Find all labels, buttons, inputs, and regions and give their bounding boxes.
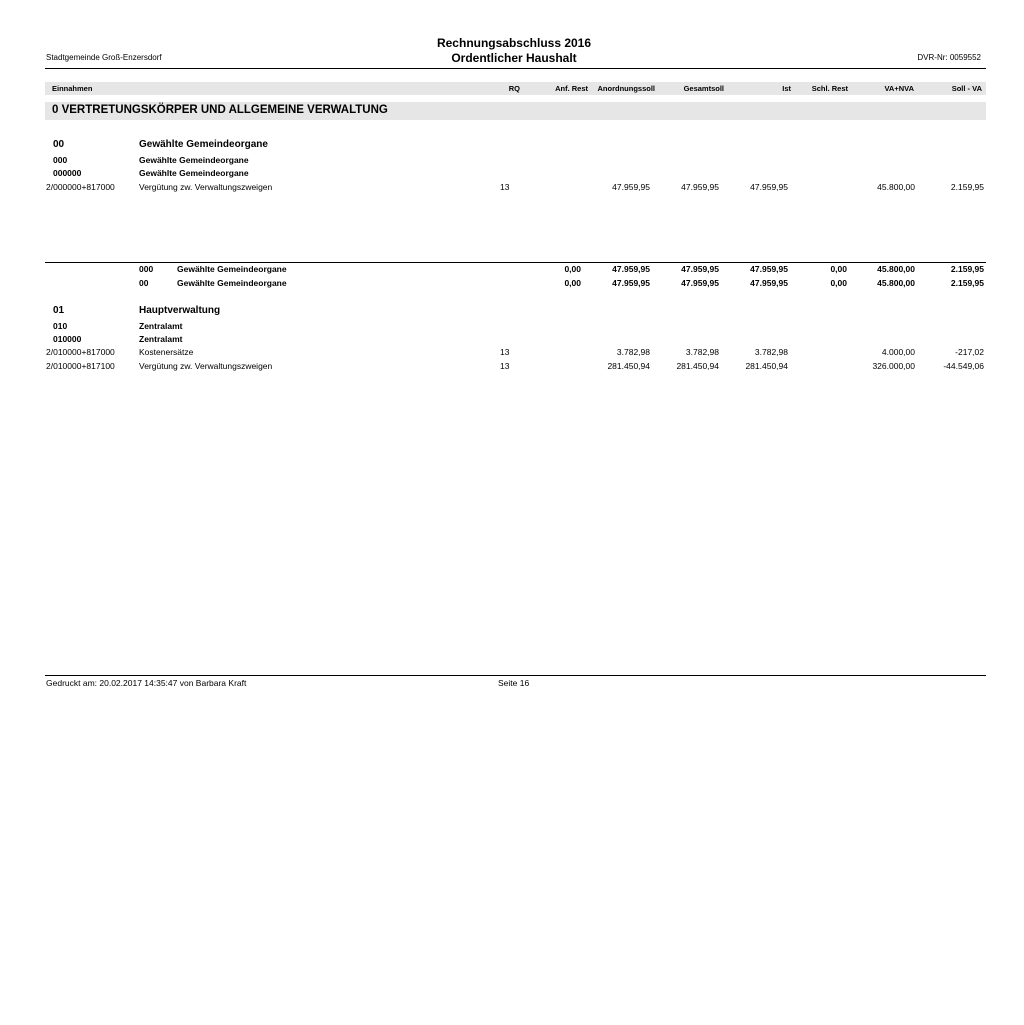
account-text: Kostenersätze <box>139 347 194 357</box>
soll-va-value: 2.159,95 <box>950 182 984 192</box>
account-text: Vergütung zw. Verwaltungszweigen <box>139 361 273 371</box>
soll-va-value: -217,02 <box>955 347 984 357</box>
account-number: 2/010000+817000 <box>46 347 115 357</box>
group-name: Gewählte Gemeindeorgane <box>139 139 268 150</box>
ist-value: 281.450,94 <box>745 361 788 371</box>
total-va-nva: 45.800,00 <box>877 278 915 288</box>
total-schl-rest: 0,00 <box>830 264 847 274</box>
gesamtsoll-value: 47.959,95 <box>681 182 719 192</box>
rq-value: 13 <box>500 361 510 371</box>
account-group-name: Gewählte Gemeindeorgane <box>139 168 249 178</box>
organization-name: Stadtgemeinde Groß-Enzersdorf <box>46 53 162 62</box>
col-rq: RQ <box>508 84 520 93</box>
report-subtitle: Ordentlicher Haushalt <box>451 51 577 65</box>
col-anf-rest: Anf. Rest <box>555 84 588 93</box>
total-anordnungssoll: 47.959,95 <box>612 264 650 274</box>
va-nva-value: 45.800,00 <box>877 182 915 192</box>
rq-value: 13 <box>500 347 510 357</box>
total-code: 00 <box>139 278 149 288</box>
section-title: 0 VERTRETUNGSKÖRPER UND ALLGEMEINE VERWALTUNG <box>52 104 388 116</box>
total-gesamtsoll: 47.959,95 <box>681 264 719 274</box>
col-va-nva: VA+NVA <box>884 84 914 93</box>
anordnungssoll-value: 47.959,95 <box>612 182 650 192</box>
account-text: Vergütung zw. Verwaltungszweigen <box>139 182 273 192</box>
col-einnahmen: Einnahmen <box>52 84 93 93</box>
col-schl-rest: Schl. Rest <box>811 84 848 93</box>
account-number: 2/010000+817100 <box>46 361 115 371</box>
total-soll-va: 2.159,95 <box>950 278 984 288</box>
total-anordnungssoll: 47.959,95 <box>612 278 650 288</box>
account-group-name: Zentralamt <box>139 334 183 344</box>
va-nva-value: 326.000,00 <box>872 361 915 371</box>
account-group-code: 000000 <box>53 168 82 178</box>
report-title: Rechnungsabschluss 2016 <box>436 36 592 50</box>
total-va-nva: 45.800,00 <box>877 264 915 274</box>
account-group-code: 010000 <box>53 334 82 344</box>
col-soll-va: Soll - VA <box>951 84 982 93</box>
group-code: 01 <box>53 305 65 316</box>
totals-rule <box>45 262 986 263</box>
anordnungssoll-value: 3.782,98 <box>616 347 650 357</box>
total-anf-rest: 0,00 <box>564 278 581 288</box>
soll-va-value: -44.549,06 <box>943 361 984 371</box>
total-ist: 47.959,95 <box>750 278 788 288</box>
subgroup-name: Gewählte Gemeindeorgane <box>139 155 249 165</box>
rq-value: 13 <box>500 182 510 192</box>
total-ist: 47.959,95 <box>750 264 788 274</box>
group-name: Hauptverwaltung <box>139 305 221 316</box>
group-code: 00 <box>53 139 65 150</box>
printed-info: Gedruckt am: 20.02.2017 14:35:47 von Barbara Kraft <box>46 678 247 688</box>
total-name: Gewählte Gemeindeorgane <box>177 278 287 288</box>
ist-value: 47.959,95 <box>750 182 788 192</box>
col-ist: Ist <box>782 84 791 93</box>
anordnungssoll-value: 281.450,94 <box>607 361 650 371</box>
va-nva-value: 4.000,00 <box>881 347 915 357</box>
ist-value: 3.782,98 <box>754 347 788 357</box>
total-anf-rest: 0,00 <box>564 264 581 274</box>
footer-rule <box>45 675 986 676</box>
account-number: 2/000000+817000 <box>46 182 115 192</box>
total-gesamtsoll: 47.959,95 <box>681 278 719 288</box>
subgroup-code: 000 <box>53 155 68 165</box>
total-schl-rest: 0,00 <box>830 278 847 288</box>
gesamtsoll-value: 281.450,94 <box>676 361 719 371</box>
col-gesamtsoll: Gesamtsoll <box>683 84 724 93</box>
subgroup-name: Zentralamt <box>139 321 183 331</box>
col-anordnungssoll: Anordnungssoll <box>597 84 655 93</box>
dvr-number: DVR-Nr: 0059552 <box>917 53 981 62</box>
page-number: Seite 16 <box>498 678 530 688</box>
header-rule <box>45 68 986 69</box>
total-soll-va: 2.159,95 <box>950 264 984 274</box>
total-code: 000 <box>139 264 154 274</box>
gesamtsoll-value: 3.782,98 <box>685 347 719 357</box>
total-name: Gewählte Gemeindeorgane <box>177 264 287 274</box>
subgroup-code: 010 <box>53 321 68 331</box>
